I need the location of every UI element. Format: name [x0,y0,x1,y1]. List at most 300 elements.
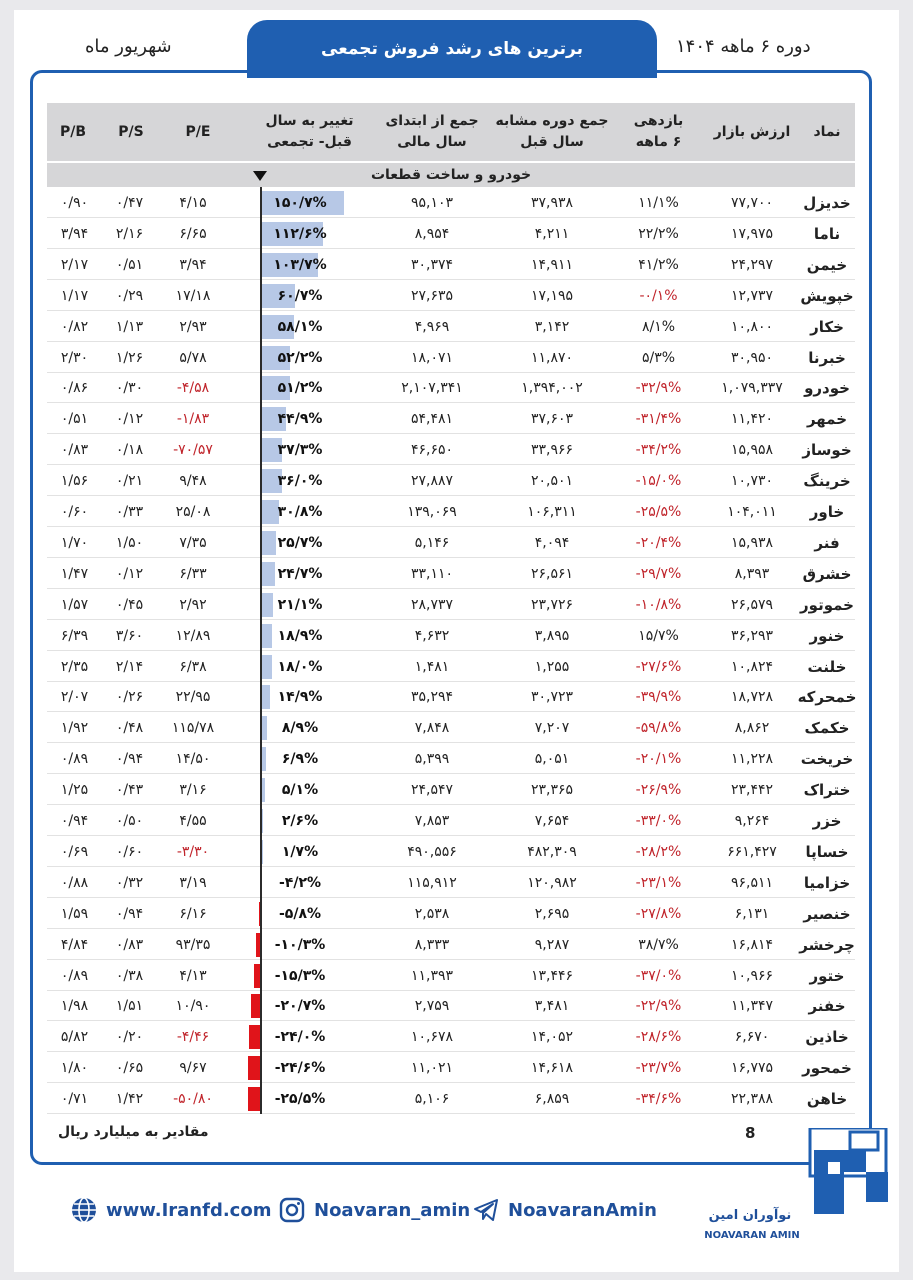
cell-market-cap: ۶,۶۷۰ [734,1029,770,1046]
cell-ps: ۰/۱۲ [115,565,144,582]
cell-symbol: خمحرکه [797,688,857,707]
cell-cum: ۳۵,۲۹۴ [410,689,454,706]
cell-return: -۳۴/۶% [635,1091,682,1108]
cell-symbol: خپویش [800,286,854,305]
table-row [47,1084,855,1114]
change-bar-positive [262,747,266,771]
cell-cum: ۴,۶۳۲ [414,627,450,644]
noavaran-logo [770,1128,890,1218]
cell-pe: -۵۰/۸۰ [173,1091,213,1108]
cell-change: ۲/۶% [281,813,319,829]
cell-prev: ۴,۰۹۴ [534,534,570,551]
cell-return: ۵/۳% [641,349,676,366]
cell-change: -۲۵/۵% [274,1091,326,1108]
cell-prev: ۱,۳۹۴,۰۰۲ [521,380,583,397]
cell-change: ۱۱۲/۶% [273,225,327,242]
cell-pe: ۶/۶۵ [179,225,207,242]
cell-ps: ۰/۲۱ [115,473,144,490]
table-row [47,868,855,898]
cell-change: ۱۴/۹% [277,689,323,706]
cell-cum: ۲۴,۵۴۷ [410,782,454,799]
page-number: 8 [745,1124,756,1142]
table-row [47,744,855,774]
cell-change: ۱۸/۹% [277,627,323,644]
cell-pe: ۳/۹۴ [179,256,207,273]
cell-prev: ۱۳,۴۴۶ [530,967,574,984]
logo-text-en: NOAVARAN AMIN [704,1230,800,1241]
cell-pe: -۴/۴۶ [176,1029,210,1046]
instagram-link[interactable]: Noavaran_amin [278,1196,470,1224]
cell-ps: ۰/۶۰ [115,843,144,860]
cell-prev: ۱۴,۶۱۸ [530,1060,574,1077]
change-bar-positive [262,778,265,802]
cell-pb: ۰/۶۰ [60,504,89,520]
cell-symbol: خمحور [802,1059,852,1078]
sort-down-icon [253,171,267,181]
col-symbol: نماد [813,123,841,140]
cell-market-cap: ۱۵,۹۵۸ [730,442,774,459]
cell-return: -۲۲/۹% [635,998,682,1015]
cell-symbol: خزامیا [803,873,851,892]
cell-market-cap: ۶۶۱,۴۲۷ [727,843,777,860]
cell-pb: ۱/۸۰ [60,1060,89,1077]
cell-change: ۸/۹% [281,720,319,737]
cell-symbol: خوساز [802,441,852,460]
cell-pe: ۹/۶۷ [179,1060,207,1077]
cell-prev: ۴۸۲,۳۰۹ [527,843,577,860]
cell-market-cap: ۱۸,۷۲۸ [730,689,774,706]
cell-return: -۲۰/۱% [635,751,682,768]
cell-market-cap: ۲۲,۳۸۸ [730,1091,774,1108]
cell-cum: ۱۳۹,۰۶۹ [407,504,457,520]
cell-market-cap: ۱۵,۹۳۸ [730,534,774,551]
cell-ps: ۰/۲۹ [115,287,144,304]
cell-prev: ۲۶,۵۶۱ [530,565,574,582]
table-row [47,991,855,1021]
table-row [47,343,855,373]
table-row [47,250,855,280]
table-row [47,899,855,929]
change-bar-positive [262,809,263,833]
cell-return: -۲۰/۴% [635,534,682,551]
cell-pe: -۷۰/۵۷ [173,442,213,459]
cell-return: -۳۹/۹% [635,689,682,706]
cell-ps: ۱/۲۶ [115,349,144,366]
cell-pe: ۴/۱۵ [179,195,207,211]
cell-ps: ۰/۱۸ [115,442,144,459]
cell-pe: ۱۴/۵۰ [175,751,211,768]
col-fy-cumulative: جمع از ابتدای سال مالی [385,113,479,150]
cell-pb: ۱/۹۸ [60,998,89,1015]
cell-ps: ۰/۶۵ [115,1060,144,1077]
table-row [47,837,855,867]
cell-market-cap: ۱۰,۸۰۰ [730,318,774,335]
cell-return: ۱۱/۱% [638,195,679,211]
cell-symbol: خاذین [805,1028,849,1047]
cell-cum: ۱۸,۰۷۱ [410,349,454,366]
table-row [47,559,855,589]
cell-change: ۳۷/۳% [277,442,323,459]
cell-return: -۳۲/۹% [635,380,682,397]
cell-return: -۲۹/۷% [635,565,682,582]
cell-symbol: خودرو [804,379,850,398]
cell-pe: ۱۰/۹۰ [175,998,211,1015]
month-label: شهریور ماه [85,36,172,57]
cell-cum: ۳۳,۱۱۰ [410,565,454,582]
cell-prev: ۲۳,۳۶۵ [530,782,574,799]
cell-return: ۳۸/۷% [638,936,679,953]
table-row [47,961,855,991]
cell-ps: ۱/۴۲ [115,1091,144,1108]
cell-market-cap: ۱۰۴,۰۱۱ [727,504,777,520]
cell-pb: ۲/۳۵ [60,658,89,675]
telegram-icon [472,1196,500,1224]
cell-pb: ۱/۵۷ [60,596,89,613]
table-row [47,188,855,218]
cell-prev: ۹,۲۸۷ [534,936,570,953]
cell-pb: ۴/۸۴ [60,936,89,953]
cell-pb: ۰/۸۹ [60,751,89,768]
cell-cum: ۹۵,۱۰۳ [410,195,454,211]
cell-cum: ۵,۳۹۹ [414,751,450,768]
cell-ps: ۰/۴۵ [115,596,144,613]
cell-cum: ۵,۱۴۶ [414,534,450,551]
cell-market-cap: ۲۴,۲۹۷ [730,256,774,273]
cell-prev: ۴,۲۱۱ [534,225,570,242]
cell-market-cap: ۳۶,۲۹۳ [730,627,774,644]
cell-ps: ۱/۵۰ [115,534,144,551]
cell-market-cap: ۲۳,۴۴۲ [730,782,774,799]
cell-symbol: خریخت [800,750,854,769]
cell-symbol: خنور [809,626,845,645]
cell-symbol: خاهن [806,1090,848,1109]
cell-ps: ۰/۲۰ [115,1029,144,1046]
cell-pb: ۱/۲۵ [60,782,89,799]
cell-ps: ۰/۹۴ [115,905,144,922]
cell-ps: ۰/۵۰ [115,813,144,829]
cell-market-cap: ۹,۲۶۴ [734,813,770,829]
cell-return: -۲۶/۹% [635,782,682,799]
cell-symbol: خشرق [802,564,852,583]
cell-pe: -۴/۵۸ [176,380,210,397]
cell-symbol: خاور [809,503,845,521]
cell-market-cap: ۱۶,۸۱۴ [730,936,774,953]
cell-return: -۱۰/۸% [635,596,682,613]
table-row [47,373,855,403]
cell-change: -۲۰/۷% [274,998,326,1015]
cell-cum: ۴۹۰,۵۵۶ [407,843,457,860]
cell-ps: ۳/۶۰ [115,627,144,644]
cell-pe: ۱۱۵/۷۸ [171,720,215,737]
cell-market-cap: ۹۶,۵۱۱ [730,874,774,891]
cell-pe: ۲۲/۹۵ [175,689,211,706]
cell-return: -۲۸/۶% [635,1029,682,1046]
cell-return: -۰/۱% [639,287,678,304]
cell-ps: ۰/۱۲ [115,411,144,428]
cell-cum: ۱۱,۰۲۱ [410,1060,454,1077]
cell-change: ۲۵/۷% [277,534,323,551]
cell-ps: ۰/۸۳ [115,936,144,953]
cell-pe: ۲/۹۳ [179,318,207,335]
cell-return: ۸/۱% [641,318,676,335]
cell-prev: ۳۳,۹۶۶ [530,442,574,459]
cell-market-cap: ۲۶,۵۷۹ [730,596,774,613]
cell-symbol: خفنر [808,997,846,1016]
cell-prev: ۱۲۰,۹۸۲ [527,874,577,891]
cell-change: -۲۴/۶% [274,1060,326,1077]
cell-change: ۵۱/۲% [277,380,323,397]
period-label: دوره ۶ ماهه ۱۴۰۴ [676,36,811,57]
cell-pb: ۳/۹۴ [60,225,89,242]
cell-pe: ۹۳/۳۵ [175,936,211,953]
footnote: مقادیر به میلیارد ریال [58,1124,209,1140]
cell-return: -۳۴/۲% [635,442,682,459]
cell-symbol: خیمن [806,255,848,274]
cell-return: ۱۵/۷% [638,627,679,644]
cell-pb: ۱/۵۶ [60,473,89,490]
table-row [47,1022,855,1052]
cell-cum: ۲۸,۷۳۷ [410,596,454,613]
table-row [47,652,855,682]
cell-market-cap: ۷۷,۷۰۰ [730,195,774,211]
cell-ps: ۰/۳۲ [115,874,144,891]
cell-cum: ۴۶,۶۵۰ [410,442,454,459]
cell-market-cap: ۶,۱۳۱ [734,905,770,922]
cell-pb: ۰/۸۸ [60,874,89,891]
cell-prev: ۲۳,۷۲۶ [530,596,574,613]
cell-ps: ۱/۱۳ [115,318,144,335]
cell-pb: ۰/۵۱ [60,411,89,428]
cell-prev: ۵,۰۵۱ [534,751,570,768]
cell-change: ۳۰/۸% [277,504,323,520]
cell-cum: ۳۰,۳۷۴ [410,256,454,273]
cell-ps: ۱/۵۱ [115,998,144,1015]
cell-change: ۶/۹% [281,751,319,768]
cell-pb: ۰/۸۲ [60,318,89,335]
table-row [47,435,855,465]
col-market-cap: ارزش بازار [713,123,791,140]
cell-change: ۱۰۳/۷% [273,256,327,273]
cell-change: ۱۸/۰% [277,658,323,675]
cell-symbol: خموتور [800,595,854,614]
cell-symbol: ختراک [803,781,851,800]
cell-pb: ۱/۱۷ [60,287,89,304]
cell-prev: ۳۰,۷۲۳ [530,689,574,706]
instagram-icon [278,1196,306,1224]
cell-symbol: خدیزل [803,194,851,212]
cell-pb: ۵/۸۲ [60,1029,89,1046]
cell-pb: ۰/۸۹ [60,967,89,984]
cell-prev: ۱,۲۵۵ [534,658,570,675]
cell-change: ۱۵۰/۷% [273,195,327,211]
cell-change: ۴۴/۹% [277,411,323,428]
cell-pb: ۱/۹۲ [60,720,89,737]
cell-prev: ۳,۸۹۵ [534,627,570,644]
cell-cum: ۴,۹۶۹ [414,318,450,335]
cell-change: ۶۰/۷% [277,287,323,304]
cell-ps: ۰/۲۶ [115,689,144,706]
cell-pe: ۶/۱۶ [179,905,207,922]
cell-cum: ۸,۹۵۴ [414,225,450,242]
cell-symbol: خنصیر [803,904,851,923]
table-row [47,621,855,651]
table-row [47,930,855,960]
table-row [47,466,855,496]
cell-market-cap: ۱۰,۸۲۴ [730,658,774,675]
cell-pe: ۱۲/۸۹ [175,627,211,644]
cell-symbol: خمهر [806,410,848,429]
cell-prev: ۳,۴۸۱ [534,998,570,1015]
cell-pe: ۵/۷۸ [179,349,207,366]
cell-pb: ۰/۸۶ [60,380,89,397]
telegram-link[interactable]: NoavaranAmin [472,1196,657,1224]
cell-cum: ۵,۱۰۶ [414,1091,450,1108]
table-row [47,219,855,249]
cell-ps: ۰/۴۳ [115,782,144,799]
cell-prev: ۲۰,۵۰۱ [530,473,574,490]
cell-symbol: فنر [814,533,840,552]
table-row [47,806,855,836]
cell-pe: ۶/۳۸ [179,658,207,675]
cell-pe: ۲/۹۲ [179,596,207,613]
cell-symbol: خکمک [804,719,850,738]
table-row [47,404,855,434]
cell-market-cap: ۱۱,۴۲۰ [730,411,774,428]
cell-market-cap: ۱۰,۷۳۰ [730,473,774,490]
col-return: بازدهی ۶ ماهه [633,113,684,150]
cell-pb: ۲/۳۰ [60,349,89,366]
cell-pe: ۹/۴۸ [179,473,207,490]
bar-axis [260,187,262,1114]
cell-ps: ۰/۳۰ [115,380,144,397]
cell-prev: ۳۷,۶۰۳ [530,411,574,428]
website-link[interactable]: www.Iranfd.com [70,1196,271,1224]
cell-change: -۱۰/۳% [274,936,326,953]
cell-pe: ۶/۳۳ [179,565,207,582]
cell-ps: ۲/۱۶ [115,225,144,242]
cell-return: -۵۹/۸% [635,720,682,737]
cell-symbol: چرخشر [799,935,855,954]
cell-return: -۱۵/۰% [635,473,682,490]
cell-cum: ۷,۸۴۸ [414,720,450,737]
col-pe: P/E [185,123,211,140]
cell-pe: ۴/۵۵ [179,813,207,829]
cell-pe: -۱/۸۳ [176,411,210,428]
table-row [47,590,855,620]
cell-return: -۲۳/۱% [635,874,682,891]
cell-pb: ۱/۷۰ [60,534,89,551]
cell-ps: ۰/۳۸ [115,967,144,984]
cell-ps: ۰/۵۱ [115,256,144,273]
cell-pb: ۰/۹۴ [60,813,89,829]
cell-symbol: خبرنا [808,348,846,367]
cell-cum: ۵۴,۴۸۱ [410,411,454,428]
cell-ps: ۲/۱۴ [115,658,144,675]
cell-return: -۲۸/۲% [635,843,682,860]
cell-prev: ۱۱,۸۷۰ [530,349,574,366]
cell-prev: ۱۰۶,۳۱۱ [527,504,577,520]
cell-cum: ۱۱۵,۹۱۲ [407,874,457,891]
cell-market-cap: ۱۱,۳۴۷ [730,998,774,1015]
table-header [47,103,855,161]
cell-cum: ۸,۳۳۳ [414,936,450,953]
sector-label: خودرو و ساخت قطعات [47,163,855,187]
table-row [47,312,855,342]
cell-prev: ۱۴,۹۱۱ [530,256,574,273]
cell-change: ۱/۷% [281,843,319,860]
cell-cum: ۱۱,۳۹۳ [410,967,454,984]
cell-cum: ۱,۴۸۱ [414,658,450,675]
cell-market-cap: ۸,۳۹۳ [734,565,770,582]
globe-icon [70,1196,98,1224]
cell-pe: -۳/۳۰ [176,843,210,860]
cell-change: -۵/۸% [278,905,322,922]
table-row [47,713,855,743]
cell-symbol: خزر [812,812,842,830]
col-ps: P/S [118,123,144,140]
change-bar-positive [262,840,263,864]
cell-change: ۲۱/۱% [277,596,323,613]
cell-change: ۵۸/۱% [277,318,323,335]
cell-return: -۳۳/۰% [635,813,682,829]
cell-market-cap: ۱۲,۷۳۷ [730,287,774,304]
cell-pe: ۳/۱۹ [179,874,207,891]
cell-pb: ۰/۹۰ [60,195,89,211]
cell-return: ۴۱/۲% [638,256,679,273]
cell-market-cap: ۱۶,۷۷۵ [730,1060,774,1077]
table-row [47,528,855,558]
cell-prev: ۳,۱۴۲ [534,318,570,335]
cell-cum: ۲,۷۵۹ [414,998,450,1015]
cell-change: ۳۶/۰% [277,473,323,490]
table-row [47,682,855,712]
cell-cum: ۱۰,۶۷۸ [410,1029,454,1046]
col-pb: P/B [59,123,87,140]
cell-prev: ۷,۶۵۴ [534,813,570,829]
cell-cum: ۲,۱۰۷,۳۴۱ [401,380,463,397]
cell-pb: ۱/۴۷ [60,565,89,582]
cell-cum: ۷,۸۵۳ [414,813,450,829]
cell-return: -۳۷/۰% [635,967,682,984]
cell-market-cap: ۱۷,۹۷۵ [730,225,774,242]
cell-symbol: خلنت [807,657,847,676]
table-row [47,281,855,311]
cell-pb: ۱/۵۹ [60,905,89,922]
cell-ps: ۰/۴۷ [115,195,144,211]
cell-pe: ۲۵/۰۸ [175,504,211,520]
cell-return: -۲۵/۵% [635,504,682,520]
col-prev-period: جمع دوره مشابه سال قبل [495,113,609,150]
table-row [47,497,855,527]
cell-pe: ۱۷/۱۸ [175,287,211,304]
cell-prev: ۶,۸۵۹ [534,1091,570,1108]
cell-pb: ۰/۶۹ [60,843,89,860]
cell-symbol: خرینگ [803,472,851,491]
cell-pe: ۴/۱۳ [179,967,207,984]
cell-ps: ۰/۴۸ [115,720,144,737]
cell-symbol: ختور [809,966,845,985]
cell-return: -۲۷/۸% [635,905,682,922]
cell-change: ۵/۱% [281,782,319,799]
cell-pb: ۶/۳۹ [60,627,89,644]
cell-pb: ۰/۸۳ [60,442,89,459]
cell-pe: ۷/۳۵ [179,534,207,551]
table-row [47,775,855,805]
cell-pe: ۳/۱۶ [179,782,207,799]
cell-return: -۲۷/۶% [635,658,682,675]
cell-market-cap: ۱,۰۷۹,۳۳۷ [721,380,783,397]
cell-market-cap: ۳۰,۹۵۰ [730,349,774,366]
